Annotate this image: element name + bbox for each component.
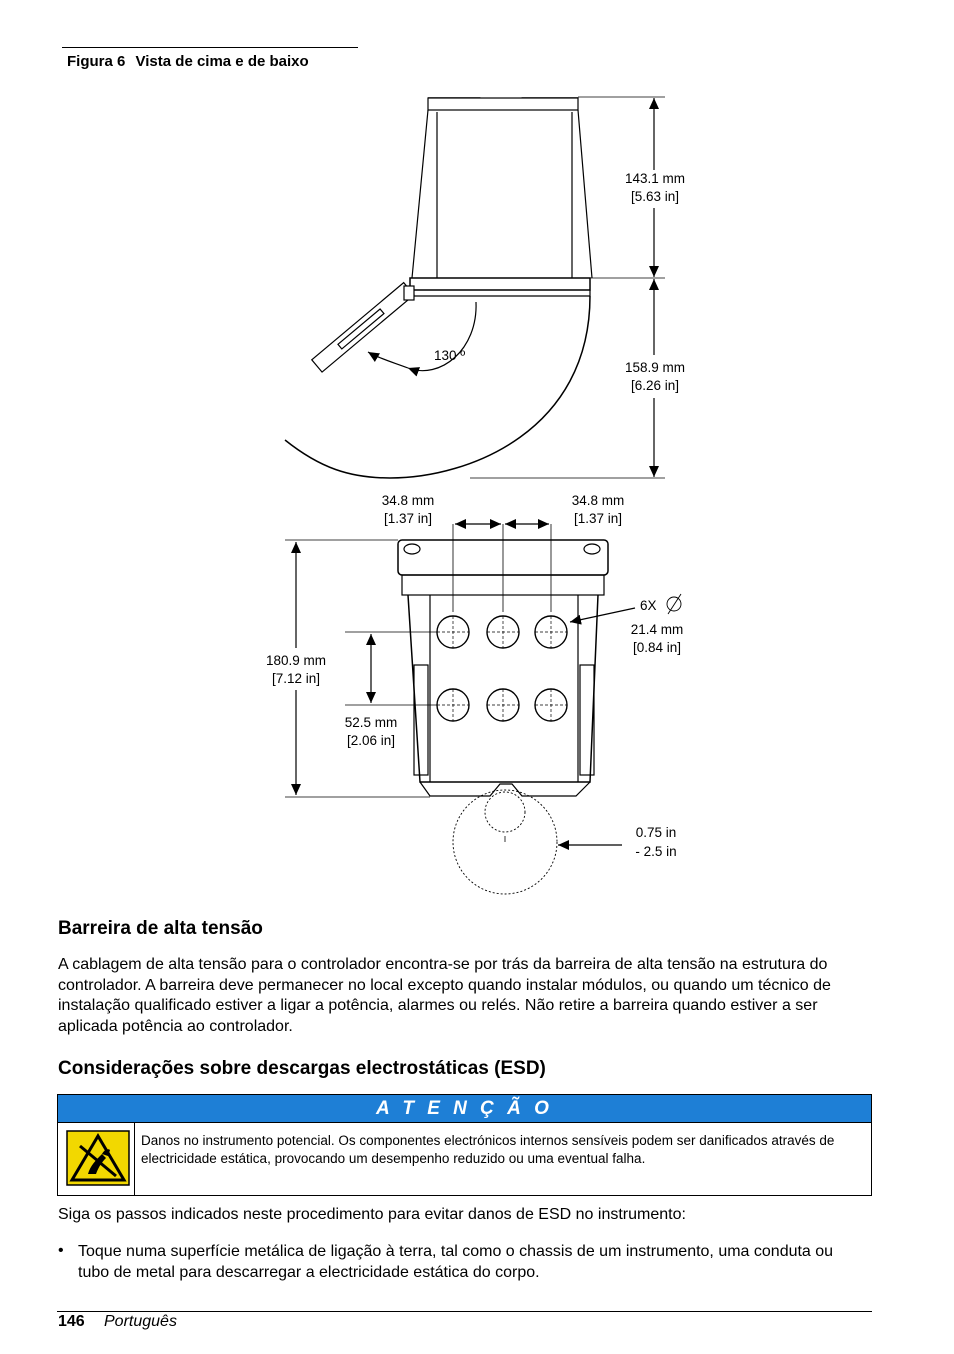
hole-dia-mm-label: 21.4 mm [630, 622, 684, 637]
swing-in-label: [6.26 in] [630, 378, 680, 393]
warning-text: Danos no instrumento potencial. Os componentes electrónicos internos sensíveis podem ser danificados através de electricidade estática, provocando um desempenho reduzido ou uma eventual falha. [141, 1133, 835, 1166]
cable-min-label: 0.75 in [635, 825, 677, 840]
spacing-right-mm-label: 34.8 mm [571, 493, 625, 508]
height-mm-label: 180.9 mm [265, 653, 327, 668]
height-in-label: [7.12 in] [271, 671, 321, 686]
bullet-marker: • [58, 1242, 64, 1259]
row-spacing-mm-label: 52.5 mm [344, 715, 398, 730]
spacing-right-in-label: [1.37 in] [573, 511, 623, 526]
figure-title: Vista de cima e de baixo [135, 53, 309, 70]
hole-count-label: 6X [640, 598, 657, 613]
top-height-in-label: [5.63 in] [630, 189, 680, 204]
bottom-view [266, 493, 683, 894]
warning-box [57, 1094, 872, 1196]
esd-warning-icon [66, 1130, 130, 1186]
figure-number: Figura 6 [67, 53, 126, 70]
bullet-item: Toque numa superfície metálica de ligação à terra, tal como o chassis de um instrumento, uma conduta ou tubo de metal para descarregar a electricidade estática do corpo. [78, 1243, 834, 1281]
warning-icon-cell [58, 1122, 135, 1195]
angle-label: 130 º [434, 348, 466, 363]
page-number: 146 [58, 1313, 85, 1330]
section-heading-esd: Considerações sobre descargas electrostáticas (ESD) [58, 1058, 546, 1079]
top-height-mm-label: 143.1 mm [624, 171, 686, 186]
swing-mm-label: 158.9 mm [624, 360, 686, 375]
spacing-left-mm-label: 34.8 mm [381, 493, 435, 508]
section-body-high-voltage: A cablagem de alta tensão para o controlador encontra-se por trás da barreira de alta tensão na estrutura do controlador. A barreira deve permanecer no local excepto quando instalar módulos, ou quando um técnico de instalação qualificado estiver a ligar a potência, alarmes ou relés. Não retire a barreira quando estiver a ser aplicada potência ao controlador. [58, 956, 831, 1035]
cable-max-label: - 2.5 in [635, 844, 677, 859]
footer-language: Português [104, 1313, 177, 1330]
section-heading-high-voltage: Barreira de alta tensão [58, 918, 263, 939]
hole-dia-in-label: [0.84 in] [632, 640, 682, 655]
footer-rule [57, 1311, 872, 1312]
spacing-left-in-label: [1.37 in] [383, 511, 433, 526]
top-view [285, 97, 685, 478]
esd-intro: Siga os passos indicados neste procedimento para evitar danos de ESD no instrumento: [58, 1206, 686, 1223]
row-spacing-in-label: [2.06 in] [346, 733, 396, 748]
warning-header: A T E N Ç Ã O [58, 1095, 871, 1123]
